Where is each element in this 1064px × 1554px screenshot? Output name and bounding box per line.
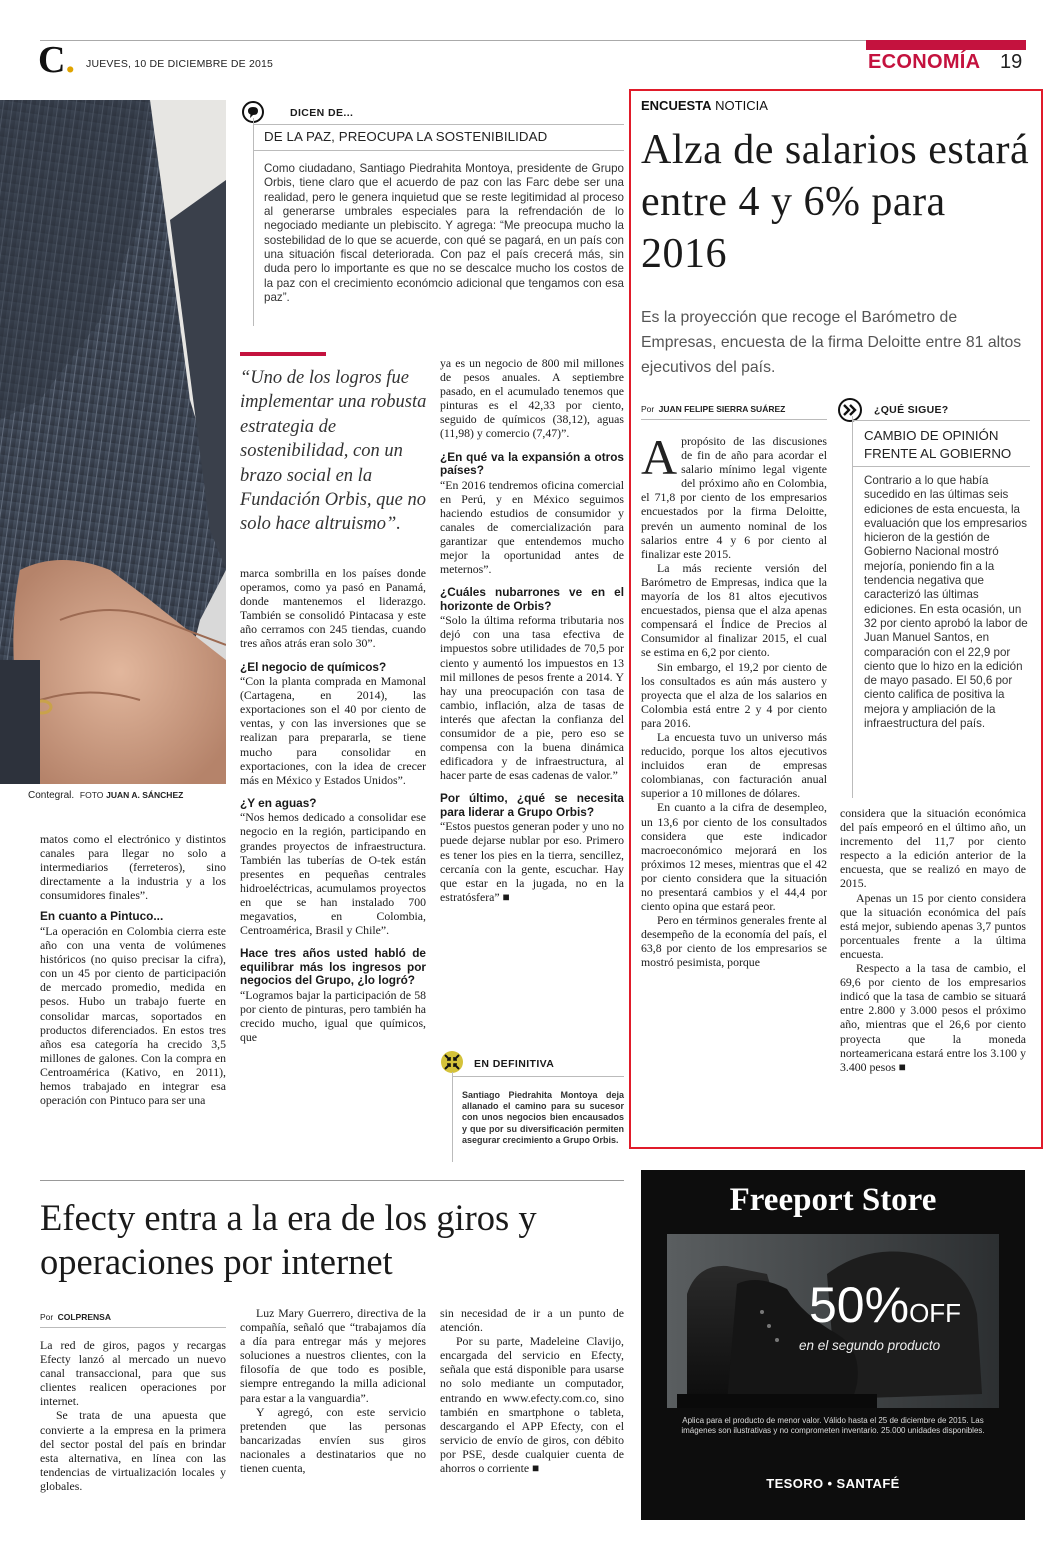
en-definitiva-text: Santiago Piedrahita Montoya deja allanado el camino para su sucesor con unos negocios bien encausados y que por su diversificación permiten asegurar crecimiento a Grupo Orbis. — [462, 1090, 624, 1145]
encuesta-lead — [641, 429, 827, 561]
ad-fineprint: Aplica para el producto de menor valor. Válido hasta el 25 de diciembre de 2015. Las imágenes son ilustrativas y no comprometen inventario. 25.000 unidades disponibles. — [681, 1416, 985, 1435]
que-sigue-text: Contrario a lo que había sucedido en las últimas seis ediciones de esta encuesta, la evaluación que los empresarios hicieron de la gestión de Gobierno Nacional mostró mejoría, poniendo fin a la tendencia negativa que caracterizó las últimas ediciones. En esta ocasión, un 32 por ciento aprobó la labor de Juan Manuel Santos, en comparación con el 22,9 por ciento que lo hizo en la edición de mayo pasado. El 50,6 por ciento califica de positiva la mejora y ampliación de la infraestructura del país. — [864, 474, 1028, 731]
encuesta-p9: Respecto a la tasa de cambio, el 69,6 por ciento de los empresarios indicó que la tasa de cambio se situará entre 2.800 y 3.000 pesos el próximo año, mientras que el 26,6 por ciento proyecta que la moneda norteamericana estará entre los 3.100 y 3.400 pesos ■ — [840, 961, 1026, 1074]
photo-credit-name: JUAN A. SÁNCHEZ — [106, 790, 184, 800]
efecty-top-rule — [40, 1180, 624, 1181]
dicen-de-text: Como ciudadano, Santiago Piedrahita Montoya, presidente de Grupo Orbis, tiene claro que el acuerdo de paz con las Farc debe ser una realidad, pero le genera inquietud que se reste legitimidad al proceso al generarse umbrales especiales para la refrendación de lo negociado mediante un plebiscito. Y agrega: “Me preocupa mucho la sostebilidad de lo que se acuerde, con qué se pagará, en un país con una situación fiscal deteriorada. Con paz el país crecerá más, sin duda pero lo importante es que no se descalce mucho los costos de la paz con el crecimiento económcio adicional que tengamos con esa paz”. — [264, 162, 624, 305]
encuesta-headline: Alza de salarios estará entre 4 y 6% para 2016 — [641, 127, 1030, 277]
orbis-column-1 — [40, 832, 226, 1107]
encuesta-p4: La encuesta tuvo un universo más reducido, porque los altos ejecutivos incluidos eran de empresas colombianas, con facturación anual superior a 10 millones de dólares. — [641, 729, 827, 801]
que-sigue-vline — [852, 416, 853, 798]
photo-illustration — [0, 100, 226, 784]
efecty-byline-prefix: Por — [40, 1312, 54, 1322]
encuesta-column-2 — [840, 806, 1026, 1074]
orbis-c3-p3: “Solo la última reforma tributaria nos dejó con una tasa efectiva de impuestos sobre utilidades de 70,5 por ciento y aumentó los impuestos en 13 mil millones de pesos frente a 2014. Y hay una preocupación con tasa de cambio, inflación, alza de tasas de interés que afectan la confianza del consumidor de a pie, pero eso se compensa con la buena dinámica edificadora y de infraestructura, al hacer parte de esas cadenas de valor.” — [440, 613, 624, 783]
freeport-ad[interactable] — [641, 1170, 1025, 1520]
efecty-c2-p2: Y agregó, con este servicio pretenden que las personas bancarizadas envíen sus giros nacionales a destinatarios que no tienen cuenta, — [240, 1404, 426, 1476]
photo-credit-prefix: FOTO — [79, 790, 104, 800]
orbis-c2-q2: ¿Y en aguas? — [240, 795, 317, 810]
efecty-byline-rule — [40, 1327, 226, 1328]
encuesta-p7: considera que la situación económica del país empeoró en el último año, un incremento del 11,7 por ciento respecto a la edición anterior de la encuesta, que se realizó en mayo de 2015. — [840, 806, 1026, 891]
encuesta-p5: En cuanto a la cifra de desempleo, un 13,6 por ciento de los consultados considera que este indicador macroeconómico mejorará en los próximos 12 meses, mientras que el 42 por ciento considera que la situación no presentará cambios y el 44,4 por ciento opina que estará peor. — [641, 800, 827, 914]
ad-discount-off: OFF — [909, 1298, 962, 1328]
section-accent-bar — [866, 40, 1026, 50]
section-name: ECONOMÍA — [868, 51, 981, 73]
orbis-c2-q3: Hace tres años usted habló de equilibrar más los ingresos por negocios del Grupo, ¿lo logró? — [240, 946, 426, 988]
photo-caption-text: Contegral. — [28, 790, 75, 801]
efecty-c1-p2: Se trata de una apuesta que convierte a la empresa en la primera del sector postal del país en brindar esta alternativa, en línea con las tendencias de virtualización locales y globales. — [40, 1408, 226, 1493]
que-sigue-rule — [852, 420, 1030, 421]
dicen-de-rule — [254, 124, 624, 125]
que-sigue-title: CAMBIO DE OPINIÓN FRENTE AL GOBIERNO — [864, 428, 1012, 461]
orbis-c2-p3: “Nos hemos dedicado a consolidar ese negocio en la región, participando en grandes proyectos de infraestructura. También las tuberías de O-tek están presentes en pequeñas centrales hidroeléctricas, acumulamos proyectos en que se han instalado 700 megavatios, en Colombia, Centroamérica, Brasil y Chile”. — [240, 810, 426, 938]
photo-caption — [28, 790, 183, 801]
efecty-c3-p2: Por su parte, Madeleine Clavijo, encargada del servicio en Efecty, señala que está disponible para usarse no solo mediante un computador, entrando en www.efecty.com.co, sino también en smartphone o tableta, descargando el APP Efecty, con el servicio de envío de giros, con débito por PSE, desde cualquier cuenta de ahorros o corriente ■ — [440, 1334, 624, 1476]
encuesta-kicker-light: NOTICIA — [715, 98, 768, 113]
pull-quote-accent — [240, 352, 326, 356]
orbis-c3-p1: ya es un negocio de 800 mil millones de pesos anuales. A septiembre pasado, en el acumulado tenemos que pinturas es el 42,33 por ciento, seguido de químicos (38,12), aguas (11,98) y comercio (7,47)”. — [440, 356, 624, 441]
orbis-c3-p4: “Estos puestos generan poder y uno no puede dejarse nublar por eso. Primero es tener los pies en la tierra, sencillez, cercanía con la gente, escuchar. Hay que estar en la jugada, no en la estratósfera” ■ — [440, 819, 624, 904]
encuesta-p6: Pero en términos generales frente al desempeño de la economía del país, el 63,8 por ciento de los empresarios se mostró pesimista, porque — [641, 913, 827, 970]
encuesta-column-1 — [641, 429, 827, 970]
en-definitiva-icon — [440, 1050, 464, 1074]
encuesta-p2: La más reciente versión del Barómetro de Empresas, indica que la mayoría de los 81 altos ejecutivos encuestados, piensa que el alza apenas compensará el Índice de Precios al Consumidor al finalizar 2015, el cual se estima en 6,2 por ciento. — [641, 560, 827, 660]
orbis-c3-q2: ¿Cuáles nubarrones ve en el horizonte de Orbis? — [440, 585, 624, 613]
encuesta-kicker — [641, 98, 768, 113]
encuesta-lead-text: propósito de las discusiones de fin de año para acordar el salario mínimo legal vigente del próximo año en Colombia, el 71,8 por ciento de los empresarios encuestados por la firma Deloitte, prevén un aumento nominal de los salarios entre 4 y 6 por ciento al finalizar este 2015. — [641, 434, 827, 561]
encuesta-byline-name: JUAN FELIPE SIERRA SUÁREZ — [658, 404, 786, 414]
efecty-c2-p1: Luz Mary Guerrero, directiva de la compañía, señaló que “trabajamos día a día para entregar más y mejores soluciones a nuestros clientes, con la filosofía de que todo es posible, siempre entregando la milla adicional para estar a la vanguardia”. — [240, 1306, 426, 1405]
que-sigue-label: ¿QUÉ SIGUE? — [874, 404, 949, 416]
dicen-de-title: DE LA PAZ, PREOCUPA LA SOSTENIBILIDAD — [264, 129, 548, 144]
en-definitiva-rule — [452, 1076, 624, 1077]
orbis-column-2 — [240, 566, 426, 1044]
pull-quote: “Uno de los logros fue implementar una robusta estrategia de sostenibilidad, con un brazo social en la Fundación Orbis, que no solo hace altruismo”. — [240, 368, 427, 535]
orbis-c2-p4: “Logramos bajar la participación de 58 por ciento de pinturas, pero también ha crecido mucho, igual que químicos, que — [240, 987, 426, 1044]
encuesta-byline-prefix: Por — [641, 404, 655, 414]
efecty-byline-name: COLPRENSA — [57, 1312, 111, 1322]
en-definitiva-vline — [452, 1072, 453, 1162]
efecty-column-1 — [40, 1338, 226, 1493]
orbis-column-3 — [440, 356, 624, 904]
encuesta-p3: Sin embargo, el 19,2 por ciento de los consultados es aún más austero y proyecta que el alza de los salarios en Colombia está entre 2 y 4 por ciento para 2016. — [641, 659, 827, 730]
encuesta-subhead: Es la proyección que recoge el Barómetro de Empresas, encuesta de la firma Deloitte entre 81 altos ejecutivos del país. — [641, 309, 1022, 376]
orbis-c1-q1: En cuanto a Pintuco... — [40, 909, 164, 924]
encuesta-byline — [641, 404, 785, 414]
orbis-c2-q1: ¿El negocio de químicos? — [240, 659, 387, 674]
orbis-c3-q1: ¿En qué va la expansión a otros países? — [440, 449, 624, 478]
ad-discount-value: 50% — [809, 1277, 910, 1333]
ad-discount — [809, 1277, 962, 1333]
encuesta-dropcap: A — [641, 429, 678, 485]
page-number: 19 — [1000, 51, 1023, 73]
orbis-c2-p2: “Con la planta comprada en Mamonal (Cartagena, en 2014), las exportaciones son el 40 por ciento de ventas, y con las inversiones que se realizan para prepararla, se tiene mucho para consolidar en exportaciones, con la idea de crecer más en México y Estados Unidos”. — [240, 674, 426, 787]
dicen-de-label: DICEN DE... — [290, 107, 354, 119]
orbis-c1-p1: matos como el electrónico y distintos canales para llegar no solo a intermediarios (ferreteros), sino directamente a la industria y a los consumidores finales”. — [40, 832, 226, 903]
portrait-photo — [0, 100, 226, 784]
encuesta-byline-rule — [641, 419, 827, 420]
issue-date: JUEVES, 10 DE DICIEMBRE DE 2015 — [86, 58, 274, 70]
en-definitiva-label: EN DEFINITIVA — [474, 1058, 555, 1070]
orbis-c3-p2: “En 2016 tendremos oficina comercial en Perú, y en México seguimos haciendo estudios de consumidor y canales de comercialización para garantizar que entendemos mucho mejor la oportunidad antes de meternos”. — [440, 477, 624, 577]
orbis-c1-p2: “La operación en Colombia cierra este año con una venta de volúmenes históricos (no quiso precisar la cifra), con un 45 por ciento de participación de mercado promedio, medida en pesos. Hubo un trabajo fuerte en consolidar marcas, soportados en productos diferenciados. En estos tres años esa categoría ha crecido 3,5 millones de galones. Con la compra en Centroamérica (Kativo, en 2011), hemos trabajado en integrar esa operación con Pintuco para ser una — [40, 923, 226, 1108]
orbis-c3-q3: Por último, ¿qué se necesita para liderar a Grupo Orbis? — [440, 791, 624, 819]
ad-title: Freeport Store — [729, 1182, 937, 1218]
newspaper-logo: C. — [38, 39, 75, 81]
encuesta-p8: Apenas un 15 por ciento considera que la situación económica del país está mejor, subiendo apenas 3,7 puntos porcentuales frente a la última encuesta. — [840, 890, 1026, 961]
encuesta-kicker-bold: ENCUESTA — [641, 98, 712, 113]
efecty-byline — [40, 1312, 111, 1322]
efecty-headline: Efecty entra a la era de los giros y operaciones por internet — [40, 1197, 537, 1282]
efecty-column-2 — [240, 1306, 426, 1475]
dicen-de-title-rule — [254, 150, 624, 151]
ad-subtitle: en el segundo producto — [799, 1338, 941, 1353]
efecty-c3-p1: sin necesidad de ir a un punto de atención. — [440, 1306, 624, 1335]
efecty-column-3 — [440, 1306, 624, 1475]
que-sigue-title-rule — [852, 466, 1030, 467]
que-sigue-icon — [838, 398, 862, 422]
ad-stores: TESORO • SANTAFÉ — [766, 1476, 900, 1491]
efecty-c1-p1: La red de giros, pagos y recargas Efecty lanzó al mercado un nuevo canal transaccional, para que sus clientes realicen operaciones por internet. — [40, 1338, 226, 1409]
orbis-c2-p1: marca sombrilla en los países donde operamos, como ya pasó en Panamá, donde mantenemos el liderazgo. También se consolidó Pintacasa y este año cerramos con 245 tiendas, cuando tres años atrás eran solo 30”. — [240, 566, 426, 651]
